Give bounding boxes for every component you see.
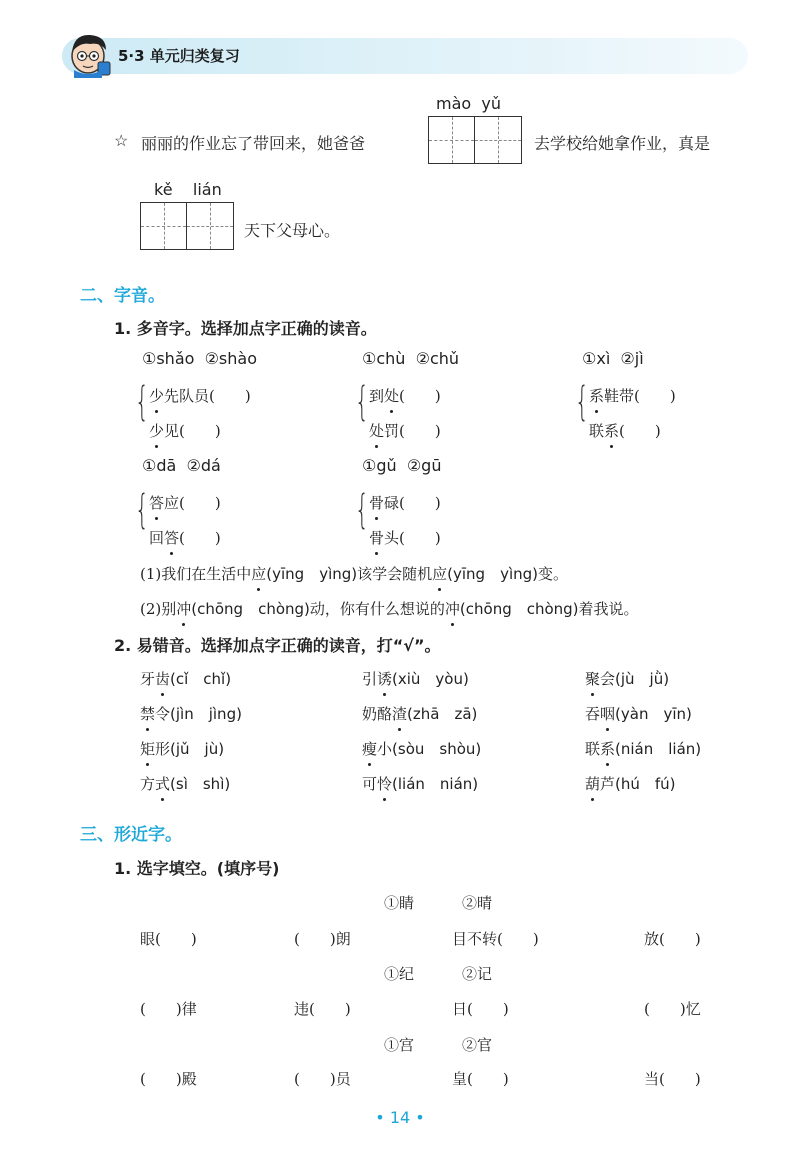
q2-item: 葫芦(hú fú)	[585, 775, 676, 793]
section3-title: 三、形近字。	[80, 825, 182, 845]
option-2a: ①纪	[384, 965, 415, 983]
brace-gu: {	[355, 487, 369, 533]
word-shao-1: 少先队员( )	[149, 387, 251, 405]
word-gu-2: 骨头( )	[369, 529, 441, 547]
brace-chu: {	[355, 379, 369, 425]
star-icon: ☆	[114, 131, 129, 150]
q2-item: 矩形(jǔ jù)	[140, 740, 225, 758]
blank-item[interactable]: 眼( )	[140, 930, 197, 948]
q2-item: 聚会(jù jǜ)	[585, 670, 670, 688]
q2-item: 瘦小(sòu shòu)	[362, 740, 482, 758]
box1-pinyin: mào yǔ	[436, 94, 501, 113]
blank-item[interactable]: ( )忆	[644, 1000, 701, 1018]
option-1b: ②晴	[462, 894, 493, 912]
brace-da: {	[135, 487, 149, 533]
word-da-2: 回答( )	[149, 529, 221, 547]
sentence-2: (2)别冲(chōng chòng)动，你有什么想说的冲(chōng chòng)着我说。	[140, 600, 639, 618]
blank-item[interactable]: ( )殿	[140, 1070, 197, 1088]
q2-item: 可怜(lián nián)	[362, 775, 479, 793]
options-da: ①dā ②dá	[142, 456, 221, 475]
s3-q1-title: 1. 选字填空。(填序号)	[114, 859, 280, 878]
option-3a: ①宫	[384, 1036, 415, 1054]
word-xi-2: 联系( )	[589, 422, 661, 440]
writing-grid-2[interactable]	[140, 202, 234, 250]
blank-item[interactable]: 目不转( )	[452, 930, 539, 948]
section2-title: 二、字音。	[80, 286, 165, 306]
q2-item: 引诱(xiù yòu)	[362, 670, 469, 688]
word-shao-2: 少见( )	[149, 422, 221, 440]
options-shao: ①shǎo ②shào	[142, 349, 257, 368]
writing-grid-1[interactable]	[428, 116, 522, 164]
option-2b: ②记	[462, 965, 493, 983]
blank-item[interactable]: 违( )	[294, 1000, 351, 1018]
option-3b: ②官	[462, 1036, 493, 1054]
q2-item: 吞咽(yàn yīn)	[585, 705, 692, 723]
q2-item: 联系(nián lián)	[585, 740, 702, 758]
option-1a: ①睛	[384, 894, 415, 912]
blank-item[interactable]: 放( )	[644, 930, 701, 948]
brace-shao: {	[135, 379, 149, 425]
brace-xi: {	[575, 379, 589, 425]
intro-line1-after: 去学校给她拿作业，真是	[534, 134, 711, 153]
word-chu-2: 处罚( )	[369, 422, 441, 440]
options-gu: ①gǔ ②gū	[362, 456, 442, 475]
box2-pinyin: kě lián	[154, 180, 222, 199]
sentence-1: (1)我们在生活中应(yīng yìng)该学会随机应(yīng yìng)变。	[140, 565, 568, 583]
word-xi-1: 系鞋带( )	[589, 387, 676, 405]
blank-item[interactable]: ( )员	[294, 1070, 351, 1088]
page-number: • 14 •	[375, 1108, 425, 1127]
q2-item: 禁令(jìn jìng)	[140, 705, 242, 723]
intro-line2-after: 天下父母心。	[244, 221, 341, 240]
blank-item[interactable]: 日( )	[452, 1000, 509, 1018]
q2-item: 奶酪渣(zhā zā)	[362, 705, 478, 723]
q2-item: 牙齿(cǐ chǐ)	[140, 670, 232, 688]
word-chu-1: 到处( )	[369, 387, 441, 405]
word-da-1: 答应( )	[149, 494, 221, 512]
q2-item: 方式(sì shì)	[140, 775, 231, 793]
blank-item[interactable]: 当( )	[644, 1070, 701, 1088]
boy-mascot-icon	[66, 30, 116, 78]
word-gu-1: 骨碌( )	[369, 494, 441, 512]
q2-title: 2. 易错音。选择加点字正确的读音，打“√”。	[114, 636, 441, 655]
header-title: 5·3 单元归类复习	[118, 47, 240, 65]
intro-line1-before: 丽丽的作业忘了带回来，她爸爸	[141, 134, 366, 153]
q1-title: 1. 多音字。选择加点字正确的读音。	[114, 319, 377, 338]
options-chu: ①chù ②chǔ	[362, 349, 460, 368]
blank-item[interactable]: 皇( )	[452, 1070, 509, 1088]
options-xi: ①xì ②jì	[582, 349, 644, 368]
blank-item[interactable]: ( )律	[140, 1000, 197, 1018]
blank-item[interactable]: ( )朗	[294, 930, 351, 948]
